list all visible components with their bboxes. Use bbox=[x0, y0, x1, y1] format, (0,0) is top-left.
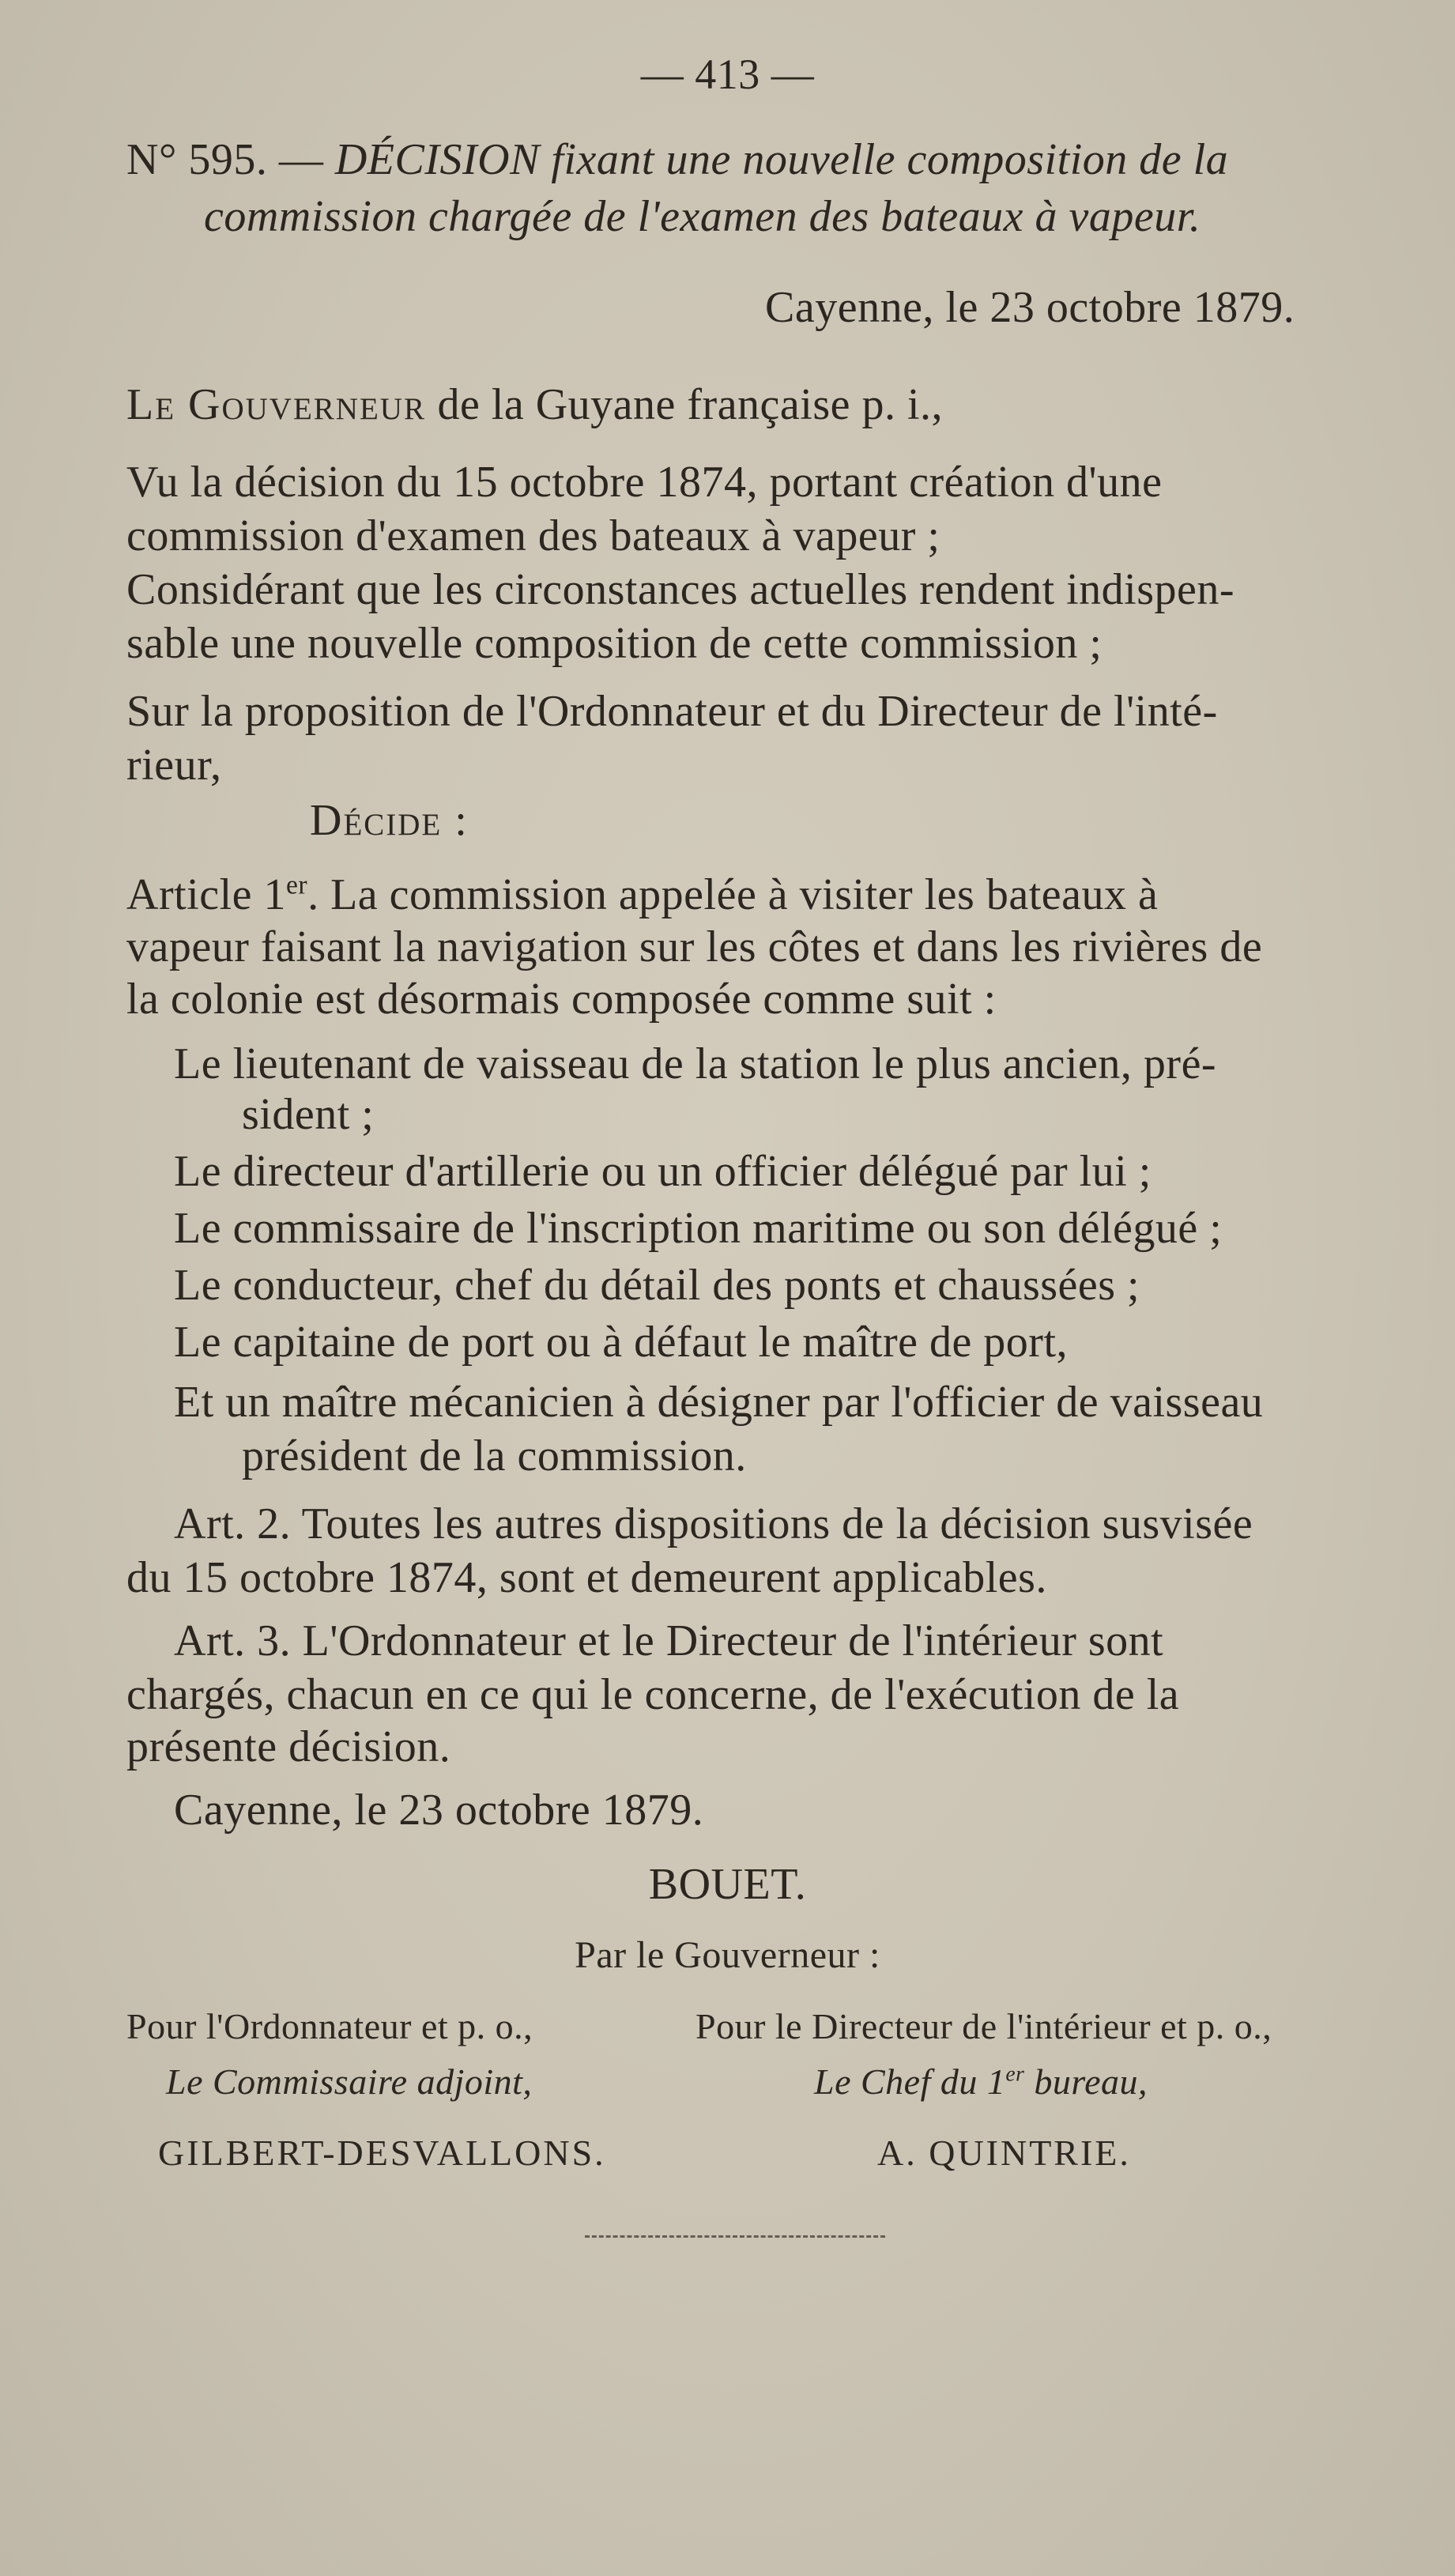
proposition-line-2: rieur, bbox=[126, 741, 222, 790]
right-title-sup: er bbox=[1005, 2061, 1025, 2086]
article-2-line-2: du 15 octobre 1874, sont et demeurent applicables. bbox=[126, 1553, 1047, 1602]
authority-line bbox=[126, 378, 943, 432]
member-1-line-2: sident ; bbox=[242, 1090, 375, 1139]
par-le-gouverneur: Par le Gouverneur : bbox=[575, 1934, 880, 1976]
decide-heading: Décide : bbox=[310, 796, 469, 845]
member-2: Le directeur d'artillerie ou un officier délégué par lui ; bbox=[174, 1147, 1152, 1196]
member-3: Le commissaire de l'inscription maritime ou son délégué ; bbox=[174, 1204, 1223, 1253]
closing-place-date: Cayenne, le 23 octobre 1879. bbox=[174, 1786, 704, 1835]
vu-line-2: commission d'examen des bateaux à vapeur ; bbox=[126, 511, 940, 560]
left-countersign-role: Pour l'Ordonnateur et p. o., bbox=[126, 2006, 533, 2046]
left-countersign-title: Le Commissaire adjoint, bbox=[166, 2061, 533, 2102]
article-1-line-3: la colonie est désormais composée comme suit : bbox=[126, 975, 997, 1024]
decision-heading-line2: commission chargée de l'examen des bateaux à vapeur. bbox=[204, 192, 1201, 241]
authority-smallcaps: Le Gouverneur bbox=[126, 380, 426, 429]
vu-line-1: Vu la décision du 15 octobre 1874, portant création d'une bbox=[126, 458, 1163, 507]
signatory: BOUET. bbox=[648, 1860, 807, 1909]
article-3-line-1: Art. 3. L'Ordonnateur et le Directeur de l'intérieur sont bbox=[174, 1616, 1164, 1665]
right-countersign-role: Pour le Directeur de l'intérieur et p. o., bbox=[695, 2006, 1272, 2046]
decision-title-line2 bbox=[204, 190, 1201, 243]
right-title-b: bureau, bbox=[1024, 2061, 1148, 2102]
closing-rule bbox=[585, 2235, 885, 2238]
considerant-line-1: Considérant que les circonstances actuelles rendent indispen- bbox=[126, 565, 1235, 614]
article-3-line-2: chargés, chacun en ce qui le concerne, de l'exécution de la bbox=[126, 1670, 1180, 1719]
authority-rest: de la Guyane française p. i., bbox=[425, 380, 944, 429]
article-1-line-1 bbox=[126, 868, 1158, 922]
member-5: Le capitaine de port ou à défaut le maître de port, bbox=[174, 1318, 1069, 1367]
member-6-line-1: Et un maître mécanicien à désigner par l'officier de vaisseau bbox=[174, 1378, 1264, 1427]
considerant-line-2: sable une nouvelle composition de cette commission ; bbox=[126, 619, 1103, 668]
member-1-line-1: Le lieutenant de vaisseau de la station le plus ancien, pré- bbox=[174, 1039, 1217, 1088]
right-countersign-title bbox=[814, 2058, 1148, 2106]
article-1-sup: er bbox=[285, 870, 308, 900]
member-4: Le conducteur, chef du détail des ponts et chaussées ; bbox=[174, 1261, 1140, 1310]
page-number: — 413 — bbox=[640, 51, 815, 98]
article-1-line-2: vapeur faisant la navigation sur les côtes et dans les rivières de bbox=[126, 922, 1263, 971]
decision-number: N° 595. — bbox=[126, 135, 324, 184]
article-3-line-3: présente décision. bbox=[126, 1722, 451, 1771]
article-1-text: . La commission appelée à visiter les bateaux à bbox=[307, 870, 1159, 919]
place-date-header: Cayenne, le 23 octobre 1879. bbox=[765, 283, 1295, 332]
right-countersign-name: A. QUINTRIE. bbox=[877, 2133, 1131, 2173]
right-title-a: Le Chef du 1 bbox=[814, 2061, 1006, 2102]
left-countersign-name: GILBERT-DESVALLONS. bbox=[158, 2133, 606, 2173]
article-2-line-1: Art. 2. Toutes les autres dispositions de la décision susvisée bbox=[174, 1499, 1253, 1548]
decision-heading-line1: DÉCISION fixant une nouvelle composition de la bbox=[334, 135, 1229, 184]
proposition-line-1: Sur la proposition de l'Ordonnateur et du Directeur de l'inté- bbox=[126, 687, 1218, 736]
decision-title-line1 bbox=[126, 133, 1228, 187]
member-6-line-2: président de la commission. bbox=[242, 1431, 747, 1480]
article-1-label: Article 1 bbox=[126, 870, 286, 919]
